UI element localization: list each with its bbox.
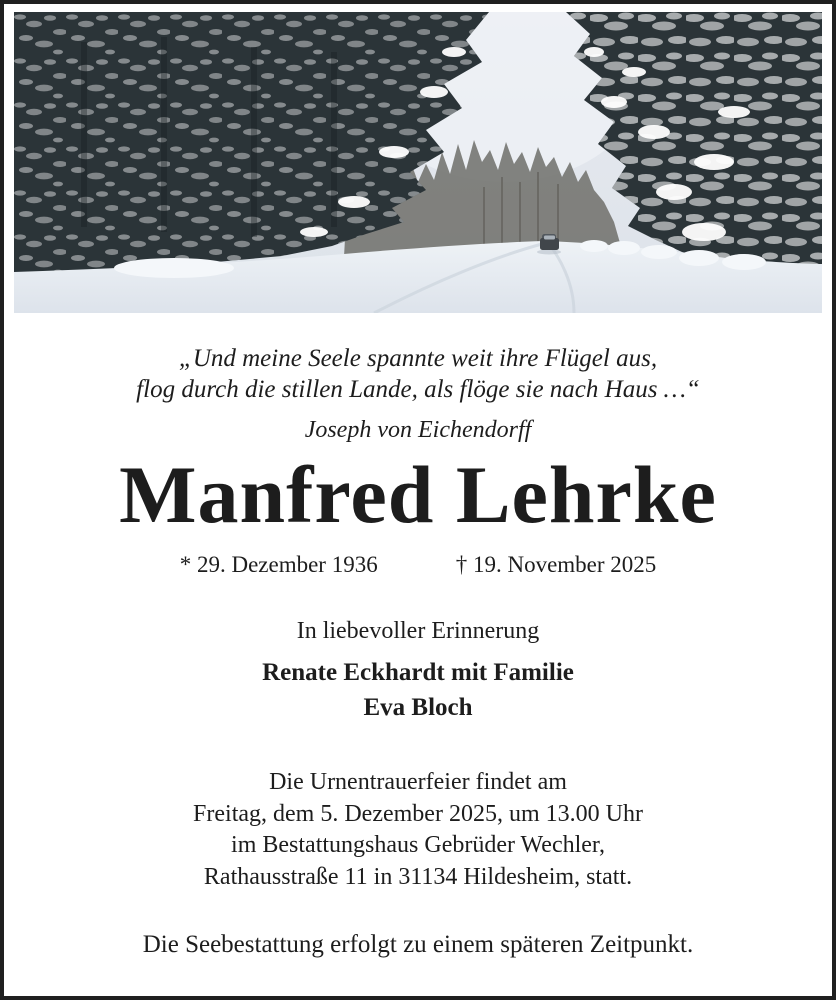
death-date: † 19. November 2025	[455, 552, 657, 577]
deceased-name: Manfred Lehrke	[119, 449, 717, 540]
birth-date: * 29. Dezember 1936	[179, 552, 378, 577]
quote-line-2: flog durch die stillen Lande, als flöge sie nach Haus …“	[136, 376, 700, 403]
service-line-2: Freitag, dem 5. Dezember 2025, um 13.00 Uhr	[193, 800, 643, 827]
service-details	[4, 767, 832, 893]
mourner-2: Eva Bloch	[363, 694, 473, 721]
mourners-list	[4, 655, 832, 725]
quote-block	[4, 343, 832, 405]
mourner-1: Renate Eckhardt mit Familie	[262, 659, 574, 686]
quote-line-1: „Und meine Seele spannte weit ihre Flügel aus,	[178, 345, 658, 372]
header-photo	[4, 4, 832, 313]
life-dates	[4, 552, 832, 578]
burial-note: Die Seebestattung erfolgt zu einem späteren Zeitpunkt.	[142, 931, 694, 958]
memorial-intro: In liebevoller Erinnerung	[296, 618, 540, 644]
service-line-1: Die Urnentrauerfeier findet am	[269, 769, 567, 795]
service-line-4: Rathausstraße 11 in 31134 Hildesheim, statt.	[203, 863, 633, 890]
service-line-3: im Bestattungshaus Gebrüder Wechler,	[231, 832, 605, 858]
snowy-forest-road-photo	[14, 12, 822, 313]
quote-attribution: Joseph von Eichendorff	[304, 417, 532, 443]
